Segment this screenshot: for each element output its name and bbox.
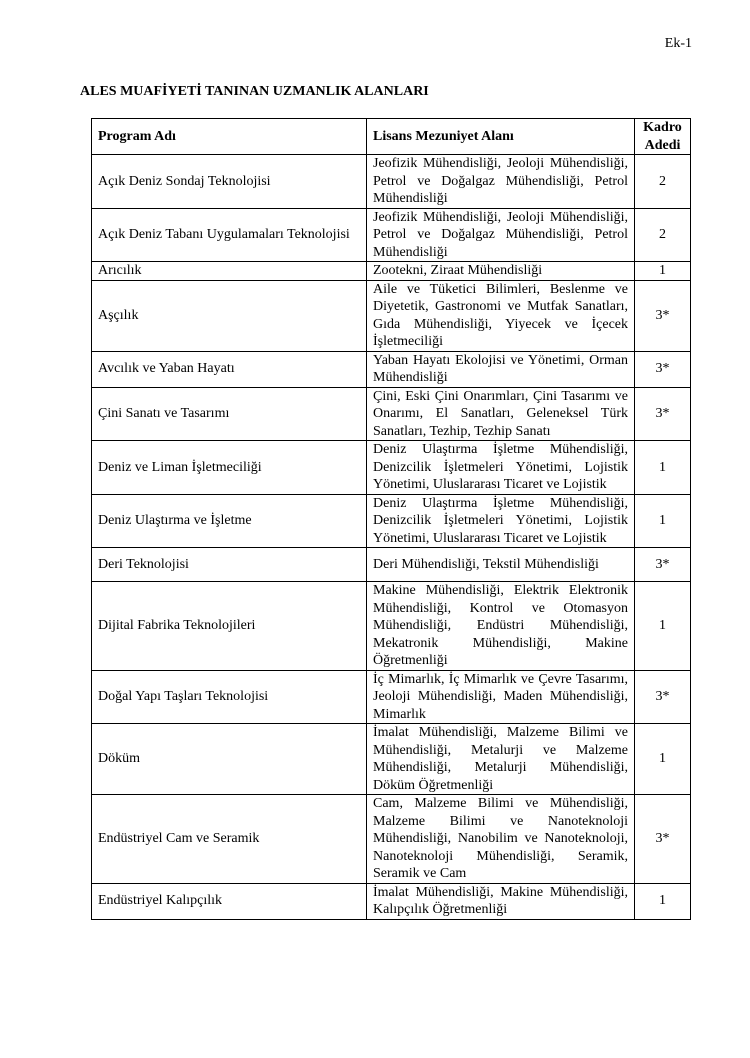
program-name: Avcılık ve Yaban Hayatı — [98, 361, 235, 377]
graduation-fields: İmalat Mühendisliği, Malzeme Bilimi ve Mühendisliği, Metalurji ve Malzeme Mühendisliği, Metalurji Mühendisliği, Döküm Öğretmenliği — [367, 724, 635, 795]
table-row — [92, 724, 691, 795]
program-name: Dijital Fabrika Teknolojileri — [98, 618, 256, 633]
quota-count: 1 — [635, 883, 691, 919]
program-name: Arıcılık — [98, 263, 142, 278]
graduation-fields: Aile ve Tüketici Bilimleri, Beslenme ve Diyetetik, Gastronomi ve Mutfak Sanatları, Gıda Mühendisliği, Yiyecek ve İçecek İşletmeciliği — [367, 280, 635, 351]
graduation-fields: Deniz Ulaştırma İşletme Mühendisliği, Denizcilik İşletmeleri Yönetimi, Lojistik Yönetimi, Uluslararası Ticaret ve Lojistik — [367, 494, 635, 548]
table-row — [92, 262, 691, 281]
table-row — [92, 582, 691, 671]
program-name: Çini Sanatı ve Tasarımı — [98, 406, 230, 421]
table-row — [92, 795, 691, 884]
graduation-fields: İç Mimarlık, İç Mimarlık ve Çevre Tasarımı, Jeoloji Mühendisliği, Maden Mühendisliği, Mimarlık — [367, 670, 635, 724]
graduation-fields: Deri Mühendisliği, Tekstil Mühendisliği — [367, 548, 635, 582]
program-name: Endüstriyel Cam ve Seramik — [98, 831, 260, 846]
quota-count: 3* — [635, 280, 691, 351]
graduation-fields: Cam, Malzeme Bilimi ve Mühendisliği, Malzeme Bilimi ve Nanoteknoloji Mühendisliği, Nanobilim ve Nanoteknoloji, Nanoteknoloji Mühendisliği, Seramik, Seramik ve Cam — [367, 795, 635, 884]
program-name: Endüstriyel Kalıpçılık — [98, 893, 223, 909]
specialization-table — [91, 118, 691, 920]
program-name: Deniz ve Liman İşletmeciliği — [98, 459, 262, 475]
quota-count: 3* — [635, 387, 691, 441]
header-quota: Kadro Adedi — [635, 119, 691, 155]
header-graduation: Lisans Mezuniyet Alanı — [367, 119, 635, 155]
table-row — [92, 548, 691, 582]
graduation-fields: İmalat Mühendisliği, Makine Mühendisliği, Kalıpçılık Öğretmenliği — [367, 883, 635, 919]
program-name: Açık Deniz Sondaj Teknolojisi — [98, 173, 271, 189]
table-row — [92, 155, 691, 209]
program-name: Deri Teknolojisi — [98, 556, 189, 572]
quota-count: 1 — [635, 262, 691, 281]
graduation-fields: Zootekni, Ziraat Mühendisliği — [367, 262, 635, 281]
graduation-fields: Yaban Hayatı Ekolojisi ve Yönetimi, Orman Mühendisliği — [367, 351, 635, 387]
graduation-fields: Jeofizik Mühendisliği, Jeoloji Mühendisliği, Petrol ve Doğalgaz Mühendisliği, Petrol Mühendisliği — [367, 155, 635, 209]
quota-count: 1 — [635, 494, 691, 548]
quota-count: 1 — [635, 582, 691, 671]
quota-count: 1 — [635, 441, 691, 495]
graduation-fields: Jeofizik Mühendisliği, Jeoloji Mühendisliği, Petrol ve Doğalgaz Mühendisliği, Petrol Mühendisliği — [367, 208, 635, 262]
table-row — [92, 883, 691, 919]
quota-count: 2 — [635, 208, 691, 262]
table-row — [92, 441, 691, 495]
table-row — [92, 670, 691, 724]
program-name: Açık Deniz Tabanı Uygulamaları Teknolojisi — [98, 227, 350, 242]
quota-count: 3* — [635, 795, 691, 884]
table-row — [92, 351, 691, 387]
quota-count: 3* — [635, 548, 691, 582]
table-row — [92, 494, 691, 548]
graduation-fields: Makine Mühendisliği, Elektrik Elektronik Mühendisliği, Kontrol ve Otomasyon Mühendisliği, Endüstri Mühendisliği, Mekatronik Mühendisliği, Makine Öğretmenliği — [367, 582, 635, 671]
program-name: Deniz Ulaştırma ve İşletme — [98, 513, 252, 528]
quota-count: 3* — [635, 670, 691, 724]
document-title: ALES MUAFİYETİ TANINAN UZMANLIK ALANLARI — [80, 84, 429, 99]
graduation-fields: Çini, Eski Çini Onarımları, Çini Tasarımı ve Onarımı, El Sanatları, Geleneksel Türk Sanatları, Tezhip, Tezhip Sanatı — [367, 387, 635, 441]
table-row — [92, 280, 691, 351]
table-row — [92, 387, 691, 441]
program-name: Doğal Yapı Taşları Teknolojisi — [98, 689, 269, 704]
quota-count: 1 — [635, 724, 691, 795]
quota-count: 2 — [635, 155, 691, 209]
page-label: Ek-1 — [664, 36, 692, 51]
header-program: Program Adı — [92, 119, 367, 155]
table-row — [92, 208, 691, 262]
table-header-row — [92, 119, 691, 155]
program-name: Döküm — [98, 751, 140, 767]
quota-count: 3* — [635, 351, 691, 387]
graduation-fields: Deniz Ulaştırma İşletme Mühendisliği, Denizcilik İşletmeleri Yönetimi, Lojistik Yönetimi, Uluslararası Ticaret ve Lojistik — [367, 441, 635, 495]
program-name: Aşçılık — [98, 307, 139, 323]
